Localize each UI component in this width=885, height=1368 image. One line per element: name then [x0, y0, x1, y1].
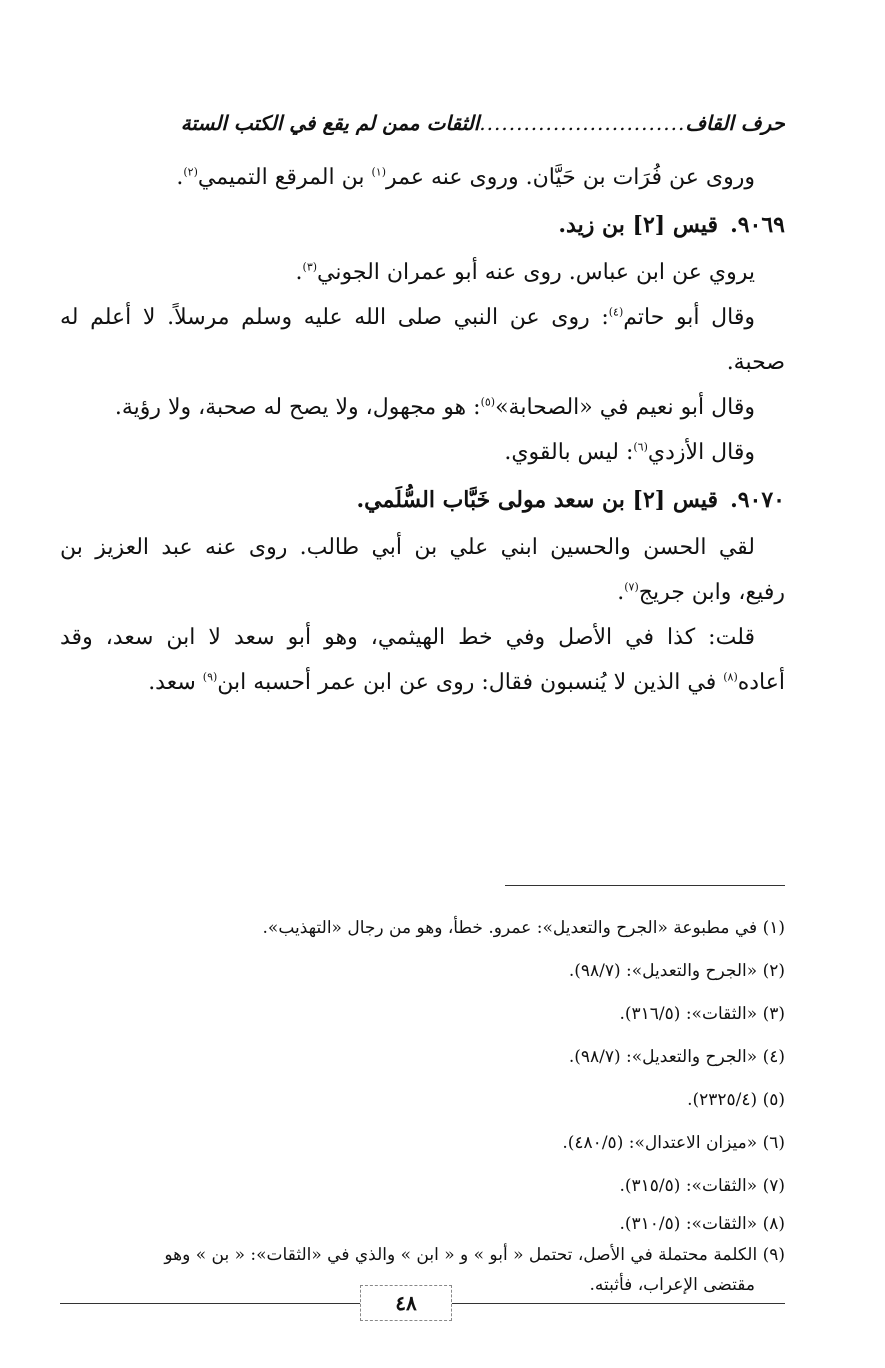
- footnote-line: مقتضى الإعراب، فأثبته.: [589, 1275, 755, 1295]
- header-leader-dots: ............................: [479, 111, 686, 135]
- footnotes: [60, 907, 785, 1300]
- book-page: [60, 95, 785, 1345]
- book-title: الثقات ممن لم يقع في الكتب الستة: [180, 111, 480, 135]
- entry-heading: [60, 200, 785, 250]
- footnote-ref: (٣): [302, 260, 318, 274]
- footnote-ref: (٨): [723, 670, 738, 684]
- footnote: (٥) (٢٣٢٥/٤).: [687, 1090, 785, 1110]
- footnote: (٣) «الثقات»: (٣١٦/٥).: [619, 1004, 785, 1024]
- chapter-title: حرف القاف: [685, 111, 785, 135]
- text-line: وروى عن فُرَات بن حَيَّان. وروى عنه عمر$^{(١)}$ بن المرقع التميمي$^{(٢)}$.: [176, 165, 755, 190]
- footnote-ref: (٥): [480, 395, 496, 409]
- footnote-ref: (٤): [608, 305, 624, 319]
- text-line: رفيع، وابن جريج$^{(٧)}$.: [617, 580, 785, 605]
- footnote-ref: (٢): [183, 165, 198, 179]
- page-footer: [60, 1283, 785, 1323]
- footnote: (٧) «الثقات»: (٣١٥/٥).: [619, 1176, 785, 1196]
- entry-number: ٩٠٦٩.: [730, 212, 785, 238]
- text-line: صحبة.: [726, 350, 785, 375]
- footnote: (١) في مطبوعة «الجرح والتعديل»: عمرو. خطأ، وهو من رجال «التهذيب».: [262, 918, 785, 938]
- text-line: وقال الأزدي$^{(٦)}$: ليس بالقوي.: [504, 440, 755, 465]
- entry-heading: [60, 475, 785, 525]
- text-line: قلت: كذا في الأصل وفي خط الهيثمي، وهو أبو سعد لا ابن سعد، وقد: [60, 625, 755, 650]
- text-line: أعاده$^{(٨)}$ في الذين لا يُنسبون فقال: روى عن ابن عمر أحسبه ابن$^{(٩)}$ سعد.: [148, 670, 785, 695]
- footnote: (٨) «الثقات»: (٣١٠/٥).: [619, 1214, 785, 1234]
- footnote-ref: (٧): [624, 580, 639, 594]
- footnote-ref: (٦): [633, 440, 648, 454]
- page-number: ٤٨: [360, 1285, 452, 1321]
- text-line: لقي الحسن والحسين ابني علي بن أبي طالب. روى عنه عبد العزيز بن: [60, 535, 755, 560]
- footnote-ref: (٩): [202, 670, 218, 684]
- text-line: يروي عن ابن عباس. روى عنه أبو عمران الجوني$^{(٣)}$.: [295, 260, 755, 285]
- footnote-ref: (١): [371, 165, 386, 179]
- text-line: وقال أبو حاتم$^{(٤)}$: روى عن النبي صلى الله عليه وسلم مرسلاً. لا أعلم له: [60, 305, 755, 330]
- footnote-line: (٩) الكلمة محتملة في الأصل، تحتمل « أبو » و « ابن » والذي في «الثقات»: « بن » وهو: [164, 1245, 785, 1265]
- text-line: وقال أبو نعيم في «الصحابة»$^{(٥)}$: هو مجهول، ولا يصح له صحبة، ولا رؤية.: [114, 395, 755, 420]
- footnote: (٦) «ميزان الاعتدال»: (٤٨٠/٥).: [562, 1133, 785, 1153]
- footnote: (٢) «الجرح والتعديل»: (٩٨/٧).: [568, 961, 785, 981]
- entry-title: قيس [٢] بن زيد.: [558, 212, 719, 238]
- entry-title: قيس [٢] بن سعد مولى خَبَّاب السُّلَمي.: [356, 487, 719, 513]
- footnote: (٤) «الجرح والتعديل»: (٩٨/٧).: [568, 1047, 785, 1067]
- entry-number: ٩٠٧٠.: [730, 487, 785, 513]
- running-header: [60, 95, 785, 135]
- main-text: [60, 155, 785, 705]
